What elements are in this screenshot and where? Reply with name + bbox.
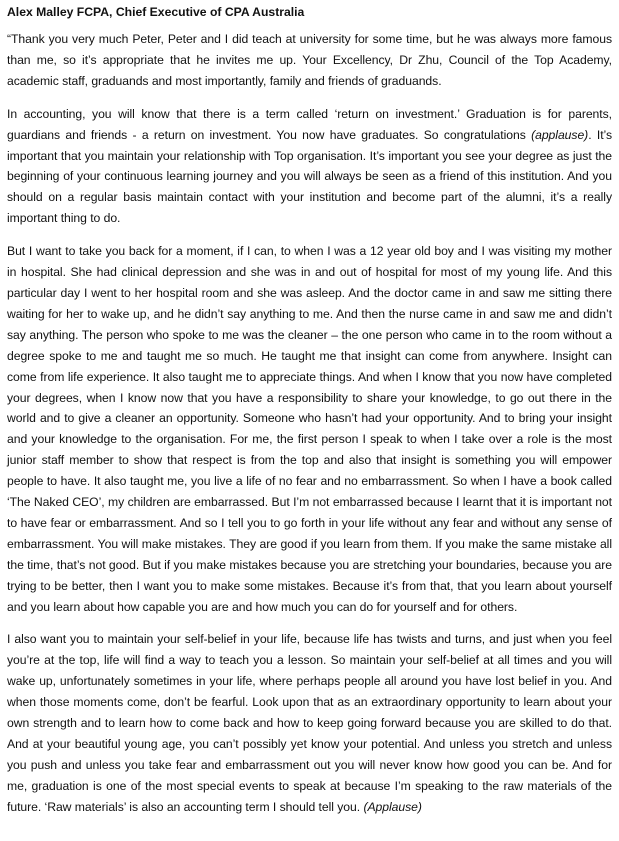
applause-note: (applause)	[531, 127, 589, 142]
paragraph-4-text: I also want you to maintain your self-belief in your life, because life has twists and turns, and just when you feel you’re at the top, life will find a way to teach you a lesson. So maintain your self-belief at all times and you will wake up, unfortunately sometimes in your life, where perhaps people all around you have lost belief in you. And when those moments come, don’t be fearful. Look upon that as an extraordinary opportunity to learn about your own strength and to learn how to come back and how to keep going forward because you are skilled to do that. And at your beautiful young age, you can’t possibly yet know your potential. And unless you stretch and unless you push and unless you take fear and embarrassment out you will never know how good you can be. And for me, graduation is one of the most special events to speak at because I’m speaking to the raw materials of the future. ‘Raw materials’ is also an accounting term I should tell you.	[7, 632, 612, 814]
paragraph-3-text: But I want to take you back for a moment, if I can, to when I was a 12 year old boy and I was visiting my mother in hospital. She had clinical depression and she was in and out of hospital for most of my young life. And this particular day I went to her hospital room and she was asleep. And the doctor came in and saw me sitting there waiting for her to wake up, and he didn’t say anything to me. And then the nurse came in and saw me and didn’t say anything. The person who spoke to me was the cleaner – the one person who came in to the room without a degree spoke to me and taught me so much. He taught me that insight can come from anywhere. Insight can come from life experience. It also taught me to appreciate things. And when I know that you now have completed your degrees, when I know now that you have a responsibility to share your knowledge, to go out there in the world and to give a cleaner an opportunity. Someone who hasn’t had your opportunity. And to bring your insight and your knowledge to the organisation. For me, the first person I speak to when I take over a role is the most junior staff member to show that respect is from the top and also that insight is something you will empower people to have. It also taught me, you live a life of no fear and no embarrassment. So when I have a book called ‘The Naked CEO’, my children are embarrassed. But I’m not embarrassed because I learnt that it is important not to have fear or embarrassment. And so I tell you to go forth in your life without any fear and without any sense of embarrassment. You will make mistakes. They are good if you learn from them. If you make the same mistake all the time, that’s not good. But if you make mistakes because you are stretching your boundaries, because you are trying to be better, then I want you to make some mistakes. Because it’s from that, that you learn about yourself and you learn about how capable you are and how much you can do for yourself and for others.	[7, 244, 612, 614]
paragraph-4	[7, 629, 612, 817]
paragraph-3	[7, 241, 612, 617]
paragraph-1	[7, 29, 612, 92]
document-title: Alex Malley FCPA, Chief Executive of CPA Australia	[7, 5, 305, 19]
paragraph-1-text: “Thank you very much Peter, Peter and I did teach at university for some time, but he was always more famous than me, so it’s appropriate that he invites me up. Your Excellency, Dr Zhu, Council of the Top Academy, academic staff, graduands and most importantly, family and friends of graduands.	[7, 32, 612, 88]
paragraph-2-text-b: . It’s important that you maintain your relationship with Top organisation. It’s important you see your degree as just the beginning of your continuous learning journey and you will always be seen as a friend of this institution. And you should on a regular basis maintain contact with your institution and become part of the alumni, it’s a really important thing to do.	[7, 127, 613, 226]
paragraph-2-text-a: In accounting, you will know that there is a term called ‘return on investment.’ Graduation is for parents, guardians and friends - a return on investment. You now have graduates. So congratulations	[7, 106, 612, 142]
applause-note-final: (Applause)	[363, 799, 422, 814]
paragraph-2	[7, 104, 612, 229]
